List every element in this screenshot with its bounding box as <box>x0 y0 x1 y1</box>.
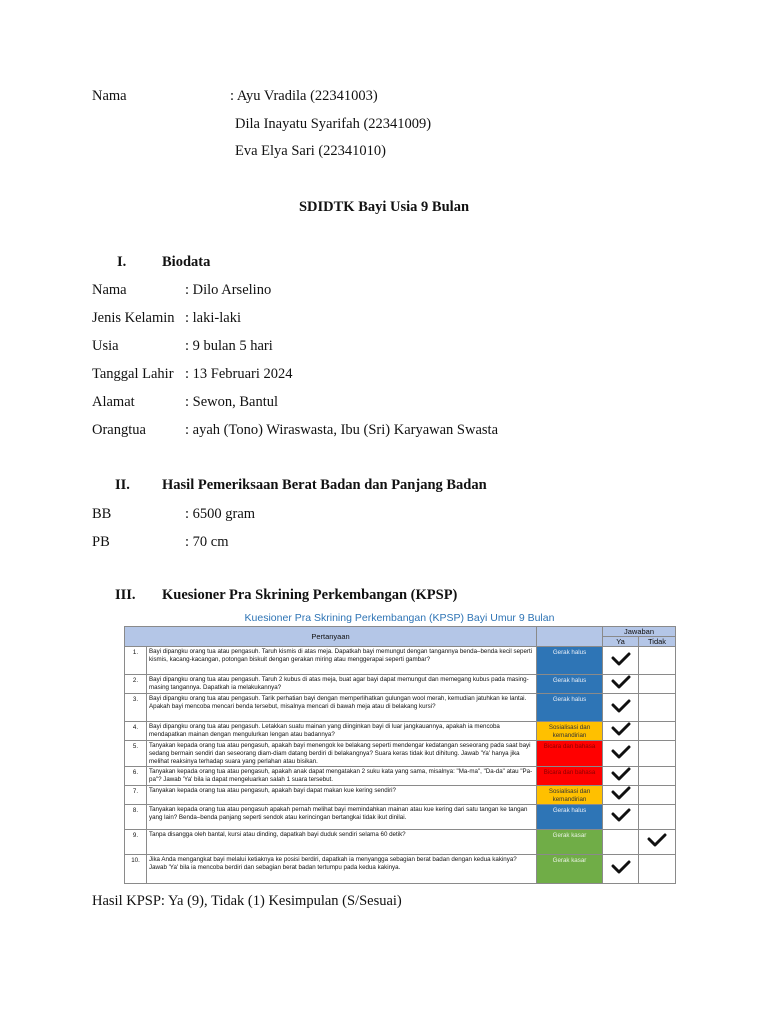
kpsp-table <box>124 626 676 884</box>
check-icon <box>611 652 631 666</box>
kpsp-row-number: 10. <box>125 855 147 884</box>
section3-heading: Kuesioner Pra Skrining Perkembangan (KPSP) <box>162 587 458 603</box>
biodata-value: : laki-laki <box>185 310 241 326</box>
author-name-3: Eva Elya Sari (22341010) <box>235 143 387 159</box>
section1-heading: Biodata <box>162 254 211 270</box>
kpsp-title: Kuesioner Pra Skrining Perkembangan (KPSP) Bayi Umur 9 Bulan <box>244 612 555 624</box>
header-question: Pertanyaan <box>125 627 537 647</box>
kpsp-category: Bicara dan bahasa <box>537 767 603 786</box>
section2-number: II. <box>115 477 130 493</box>
kpsp-category: Gerak halus <box>537 805 603 830</box>
measurement-value: : 70 cm <box>185 534 229 550</box>
biodata-label: Usia <box>92 338 119 354</box>
biodata-label: Alamat <box>92 394 135 410</box>
kpsp-category: Gerak halus <box>537 647 603 675</box>
kpsp-row <box>125 675 676 694</box>
kpsp-question: Tanyakan kepada orang tua atau pengasuh, apakah bayi dapat makan kue kering sendiri? <box>147 786 537 805</box>
section2-heading: Hasil Pemeriksaan Berat Badan dan Panjang Badan <box>162 477 487 493</box>
kpsp-answer-no <box>639 647 676 675</box>
kpsp-answer-no <box>639 722 676 741</box>
kpsp-question: Jika Anda mengangkat bayi melalui ketiaknya ke posisi berdiri, dapatkah ia menyangga sebagian berat badan dengan kedua kakinya? Jawab 'Ya' bila ia mencoba berdiri dan sebagian berat badan tertumpu pada kedua kakinya. <box>147 855 537 884</box>
kpsp-answer-yes <box>603 805 639 830</box>
kpsp-row <box>125 767 676 786</box>
kpsp-row-number: 1. <box>125 647 147 675</box>
check-icon <box>611 745 631 759</box>
check-icon <box>611 767 631 781</box>
kpsp-category: Bicara dan bahasa <box>537 741 603 767</box>
measurement-value: : 6500 gram <box>185 506 256 522</box>
header-category <box>537 627 603 647</box>
kpsp-row <box>125 830 676 855</box>
kpsp-answer-yes <box>603 647 639 675</box>
kpsp-answer-no <box>639 694 676 722</box>
biodata-label: Nama <box>92 282 127 298</box>
biodata-value: : ayah (Tono) Wiraswasta, Ibu (Sri) Karyawan Swasta <box>185 422 499 438</box>
check-icon <box>611 786 631 800</box>
biodata-value: : 13 Februari 2024 <box>185 366 293 382</box>
kpsp-category: Gerak kasar <box>537 830 603 855</box>
kpsp-result: Hasil KPSP: Ya (9), Tidak (1) Kesimpulan (S/Sesuai) <box>92 893 402 909</box>
kpsp-answer-no <box>639 786 676 805</box>
kpsp-row <box>125 647 676 675</box>
kpsp-row-number: 4. <box>125 722 147 741</box>
kpsp-row <box>125 855 676 884</box>
kpsp-answer-no <box>639 675 676 694</box>
biodata-label: Jenis Kelamin <box>92 310 175 326</box>
kpsp-category: Gerak kasar <box>537 855 603 884</box>
kpsp-row <box>125 786 676 805</box>
kpsp-answer-no <box>639 741 676 767</box>
kpsp-row <box>125 741 676 767</box>
kpsp-answer-yes <box>603 741 639 767</box>
kpsp-row <box>125 805 676 830</box>
kpsp-category: Gerak halus <box>537 694 603 722</box>
kpsp-question: Bayi dipangku orang tua atau pengasuh. Tarik perhatian bayi dengan memperlihatkan gulungan wool merah, kemudian jatuhkan ke lantai. Apakah bayi mencoba mencari benda tersebut, misalnya mencari di bawah meja atau di belakang kursi? <box>147 694 537 722</box>
kpsp-answer-no <box>639 767 676 786</box>
kpsp-question: Bayi dipangku orang tua atau pengasuh. Letakkan suatu mainan yang diinginkan bayi di luar jangkauannya, apakah ia mencoba mendapatkan mainan dengan mengulurkan lengan atau badannya? <box>147 722 537 741</box>
check-icon <box>611 808 631 822</box>
kpsp-answer-yes <box>603 694 639 722</box>
header-no: Tidak <box>639 637 676 647</box>
kpsp-question: Tanyakan kepada orang tua atau pengasuh, apakah bayi menengok ke belakang seperti mendengar kedatangan seseorang pada saat bayi sedang bermain sendiri dan seseorang diam-diam datang berdiri di belakangnya? Suara keras tidak ikut dihitung. Jawab 'Ya' hanya jika melihat reaksinya terhadap suara yang perlahan atau bisikan. <box>147 741 537 767</box>
kpsp-row-number: 9. <box>125 830 147 855</box>
kpsp-question: Tanpa disangga oleh bantal, kursi atau dinding, dapatkah bayi duduk sendiri selama 60 detik? <box>147 830 537 855</box>
kpsp-row-number: 6. <box>125 767 147 786</box>
check-icon <box>611 722 631 736</box>
kpsp-question: Tanyakan kepada orang tua atau pengasuh, apakah anak dapat mengatakan 2 suku kata yang sama, misalnya: "Ma-ma", "Da-da" atau "Pa-pa"? Jawab 'Ya' bila ia dapat mengeluarkan salah 1 suara tersebut. <box>147 767 537 786</box>
kpsp-category: Sosialisasi dan kemandirian <box>537 786 603 805</box>
check-icon <box>611 675 631 689</box>
kpsp-question: Bayi dipangku orang tua atau pengasuh. Taruh kismis di atas meja. Dapatkah bayi memungut dengan tangannya benda–benda kecil seperti kismis, kacang-kacangan, potongan biskuit dengan gerakan miring atau menggerapai seperti gambar? <box>147 647 537 675</box>
check-icon <box>611 699 631 713</box>
kpsp-answer-yes <box>603 675 639 694</box>
kpsp-answer-yes <box>603 786 639 805</box>
check-icon <box>647 833 667 847</box>
kpsp-table-image <box>124 612 675 882</box>
measurement-label: BB <box>92 506 112 522</box>
section3-number: III. <box>115 587 136 603</box>
biodata-label: Orangtua <box>92 422 146 438</box>
kpsp-row-number: 8. <box>125 805 147 830</box>
kpsp-row-number: 3. <box>125 694 147 722</box>
kpsp-row <box>125 694 676 722</box>
check-icon <box>611 860 631 874</box>
kpsp-row-number: 5. <box>125 741 147 767</box>
measurement-label: PB <box>92 534 110 550</box>
kpsp-question: Bayi dipangku orang tua atau pengasuh. Taruh 2 kubus di atas meja, buat agar bayi dapat memungut dan memegang kubus pada masing-masing tangannya. Dapatkah ia melakukannya? <box>147 675 537 694</box>
header-yes: Ya <box>603 637 639 647</box>
biodata-value: : Sewon, Bantul <box>185 394 279 410</box>
kpsp-category: Gerak halus <box>537 675 603 694</box>
author-name-1: : Ayu Vradila (22341003) <box>230 88 378 104</box>
kpsp-row-number: 7. <box>125 786 147 805</box>
authors-label: Nama <box>92 88 127 104</box>
kpsp-answer-no <box>639 855 676 884</box>
kpsp-answer-no <box>639 830 676 855</box>
kpsp-answer-yes <box>603 855 639 884</box>
kpsp-question: Tanyakan kepada orang tua atau pengasuh apakah pernah melihat bayi memindahkan mainan atau kue kering dari satu tangan ke tangan yang lain? Benda–benda panjang seperti sendok atau kerincingan bertangkai tidak ikut dinilai. <box>147 805 537 830</box>
header-answer: Jawaban <box>603 627 676 637</box>
kpsp-answer-yes <box>603 830 639 855</box>
biodata-value: : Dilo Arselino <box>185 282 272 298</box>
kpsp-answer-no <box>639 805 676 830</box>
kpsp-answer-yes <box>603 722 639 741</box>
section1-number: I. <box>117 254 127 270</box>
kpsp-row <box>125 722 676 741</box>
kpsp-answer-yes <box>603 767 639 786</box>
kpsp-row-number: 2. <box>125 675 147 694</box>
biodata-label: Tanggal Lahir <box>92 366 174 382</box>
author-name-2: Dila Inayatu Syarifah (22341009) <box>235 116 432 132</box>
biodata-value: : 9 bulan 5 hari <box>185 338 273 354</box>
kpsp-category: Sosialisasi dan kemandirian <box>537 722 603 741</box>
document-title: SDIDTK Bayi Usia 9 Bulan <box>298 199 470 215</box>
